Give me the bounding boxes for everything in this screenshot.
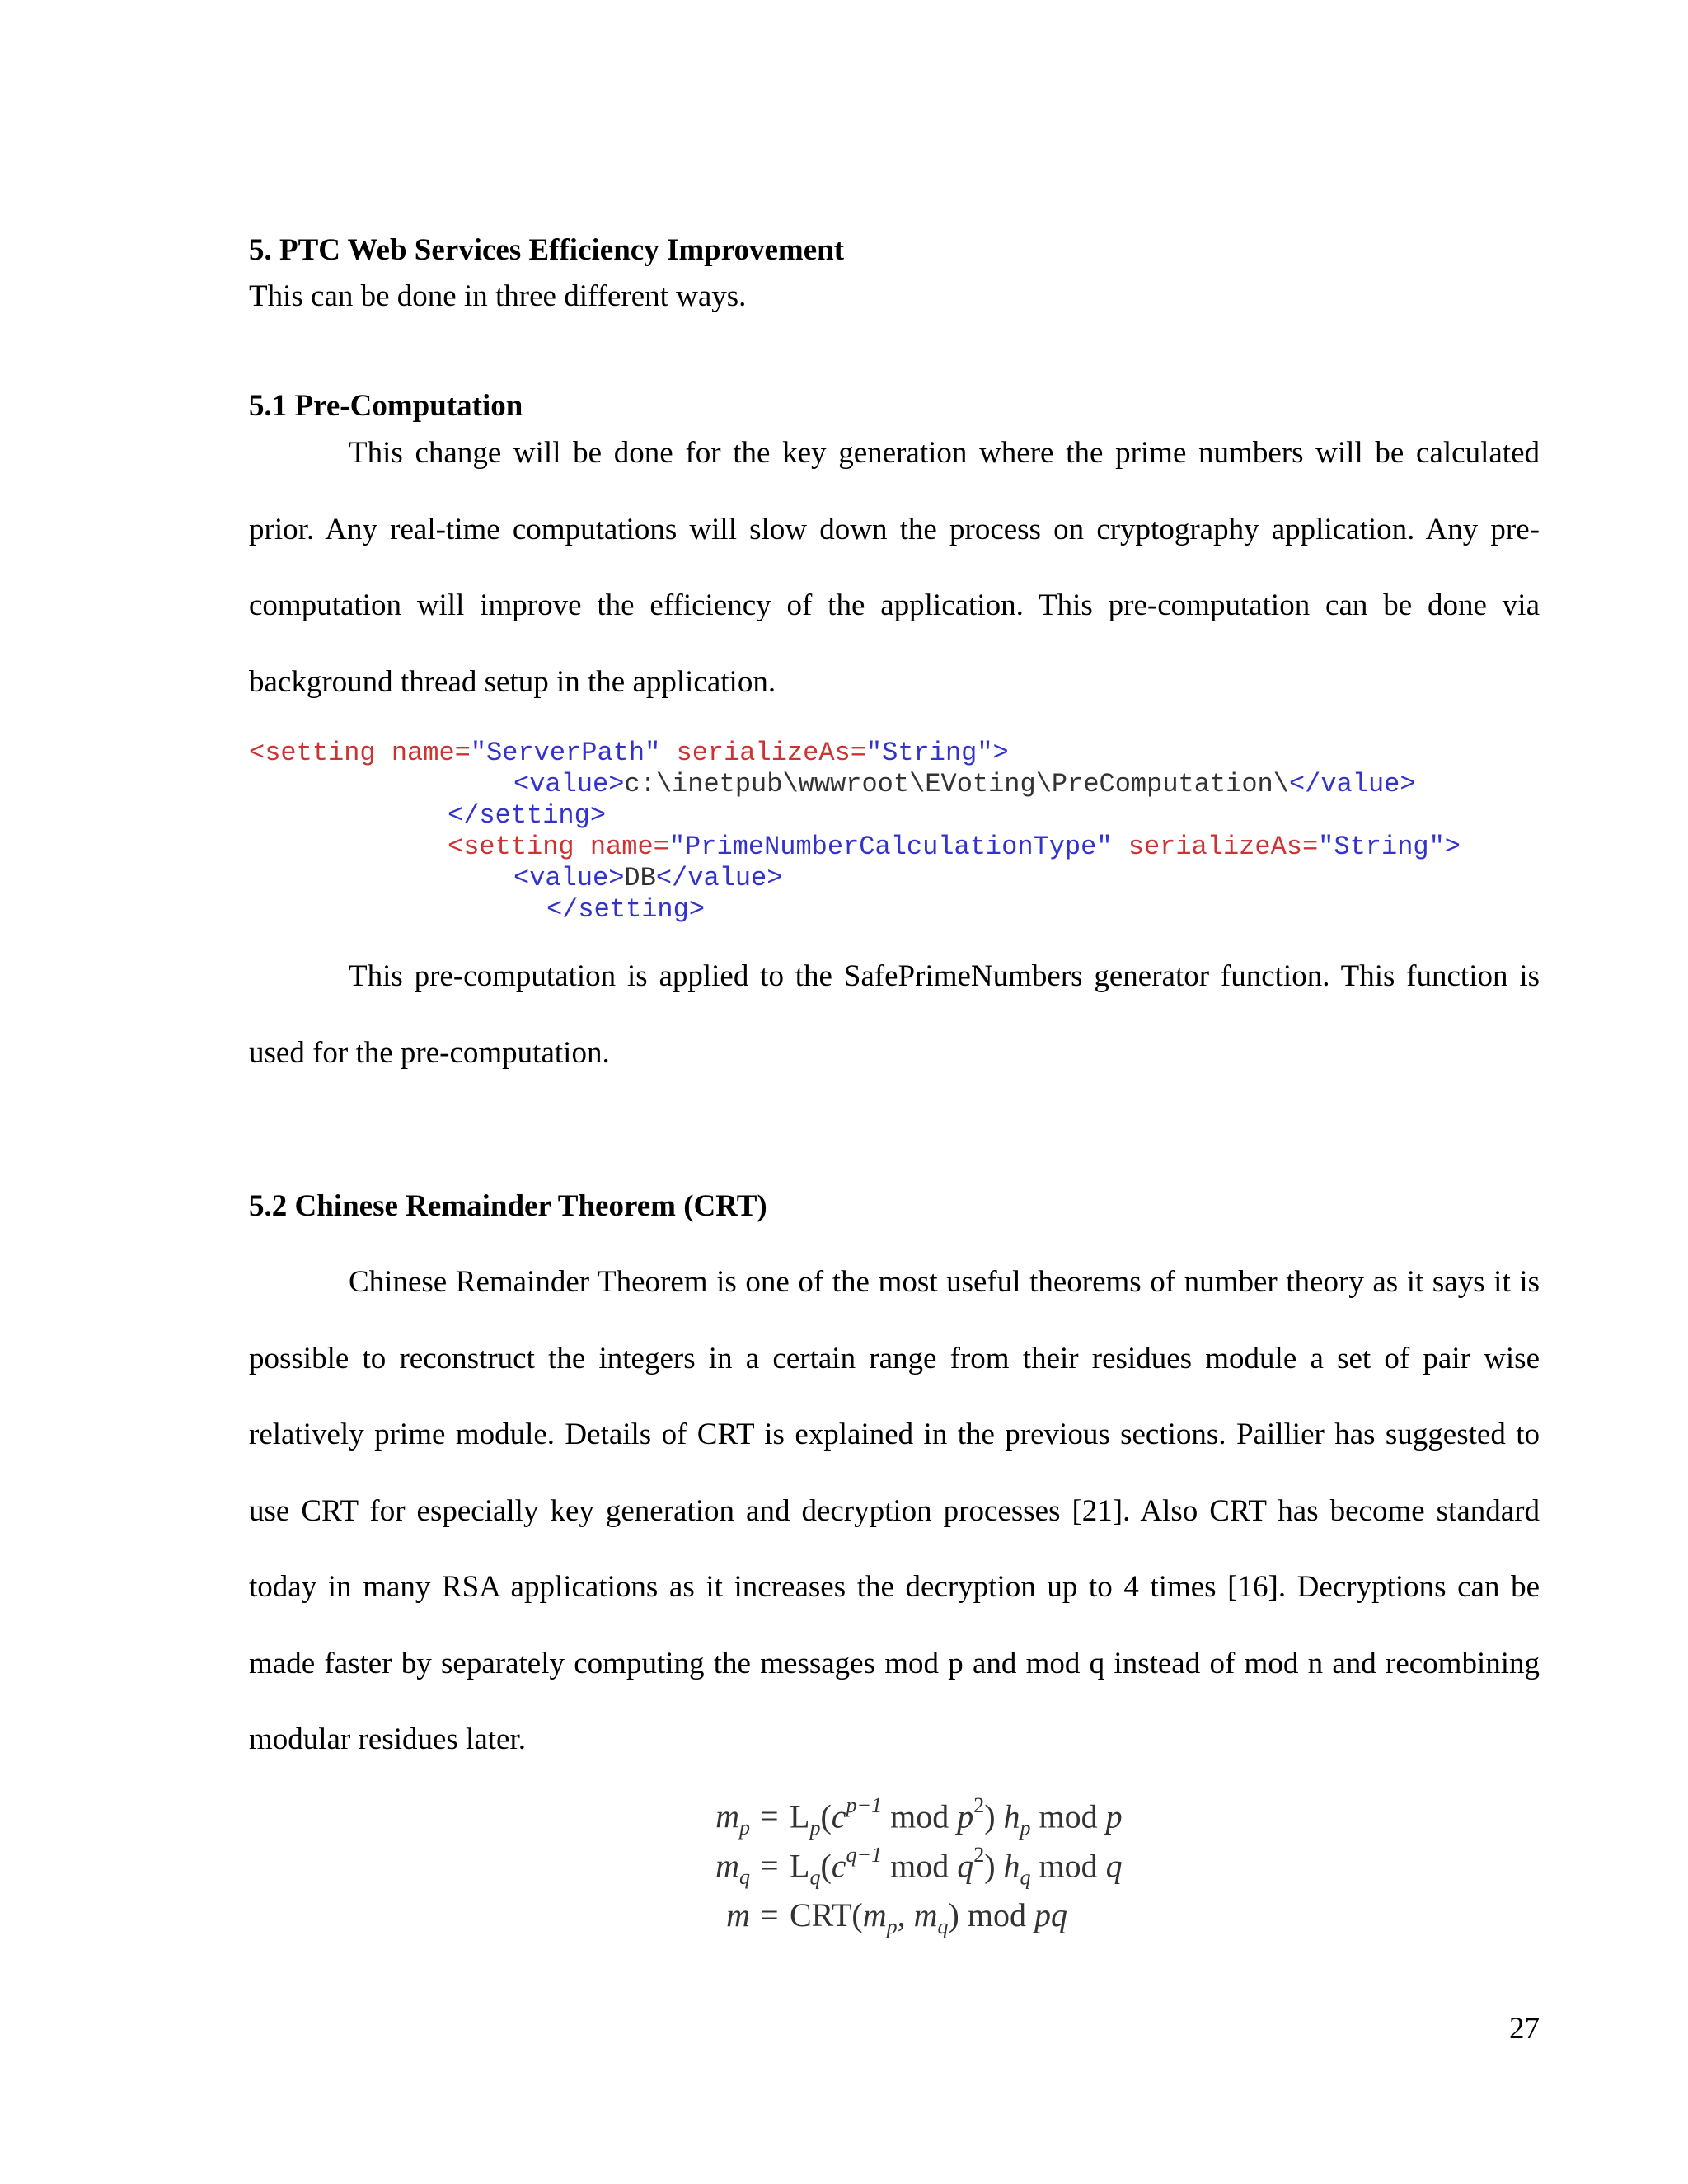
section-5-1-paragraph: This change will be done for the key generation where the prime numbers will be calculated prior. Any real-time computations will slow down the process on cryptography application. Any pre-computation will improve the efficiency of the application. This pre-computation can be done via background thread setup in the application. xyxy=(249,436,1540,699)
code-line-4: <setting name="PrimeNumberCalculationType" serializeAs="String"> xyxy=(448,832,1461,862)
code-line-1: <setting name="ServerPath" serializeAs="String"> xyxy=(249,738,1009,768)
document-page: 5. PTC Web Services Efficiency Improvement This can be done in three different ways. 5.1 Pre-Computation This change will be done for the key generation where the prime numbers will be calculated prior. Any real-time computations will slow down the process on cryptography application. Any pre-computation will improve the efficiency of the application. This pre-computation can be done via background thread setup in the application. <setting name="ServerPath" serializeAs="String"> <value>c:\inetpub\wwwroot\EVoting\PreComputation\</value> </setting> <setting name="PrimeNumberCalculationType" serializeAs="String"> <value>DB</value> </setting> This pre-computation is applied to the SafePrimeNumbers generator function. This function is used for the pre-computation. 5.2 Chinese Remainder Theorem (CRT) Chinese Remainder Theorem is one of the most useful theorems of number theory as it says it is possible to reconstruct the integers in a certain range from their residues module a set of pair wise relatively prime module. Details of CRT is explained in the previous sections. Paillier has suggested to use CRT for especially key generation and decryption processes [21]. Also CRT has become standard today in many RSA applications as it increases the decryption up to 4 times [16]. Decryptions can be made faster by separately computing the messages mod p and mod q instead of mod n and recombining modular residues later. $m_p$ = $L_p(c^{p-1}$ mod $p^2$) $h_p$ mod p $m_q$ = $L_q(c^{q-1}$ mod $q^2$) $h_q$ mod q m = $CRT(m_p$, $m_q$) mod pq 27 xyxy=(249,233,1540,2046)
page-number: 27 xyxy=(1509,2012,1540,2046)
code-line-5: <value>DB</value> xyxy=(513,863,783,893)
section-5-2-paragraph: Chinese Remainder Theorem is one of the most useful theorems of number theory as it says it is possible to reconstruct the integers in a certain range from their residues module a set of pair wise relatively prime module. Details of CRT is explained in the previous sections. Paillier has suggested to use CRT for especially key generation and decryption processes [21]. Also CRT has become standard today in many RSA applications as it increases the decryption up to 4 times [16]. Decryptions can be made faster by separately computing the messages mod p and mod q instead of mod n and recombining modular residues later. xyxy=(249,1265,1540,1756)
section-5-heading: 5. PTC Web Services Efficiency Improvement xyxy=(249,233,845,267)
code-line-2: <value>c:\inetpub\wwwroot\EVoting\PreComputation\</value> xyxy=(513,769,1416,799)
section-5-1-heading: 5.1 Pre-Computation xyxy=(249,389,523,423)
section-5-intro: This can be done in three different ways. xyxy=(249,279,747,313)
code-line-3: </setting> xyxy=(448,800,607,831)
section-5-2-heading: 5.2 Chinese Remainder Theorem (CRT) xyxy=(249,1189,767,1223)
section-5-1-paragraph-2: This pre-computation is applied to the SafePrimeNumbers generator function. This function is used for the pre-computation. xyxy=(249,959,1540,1070)
code-line-6: </setting> xyxy=(546,894,706,925)
